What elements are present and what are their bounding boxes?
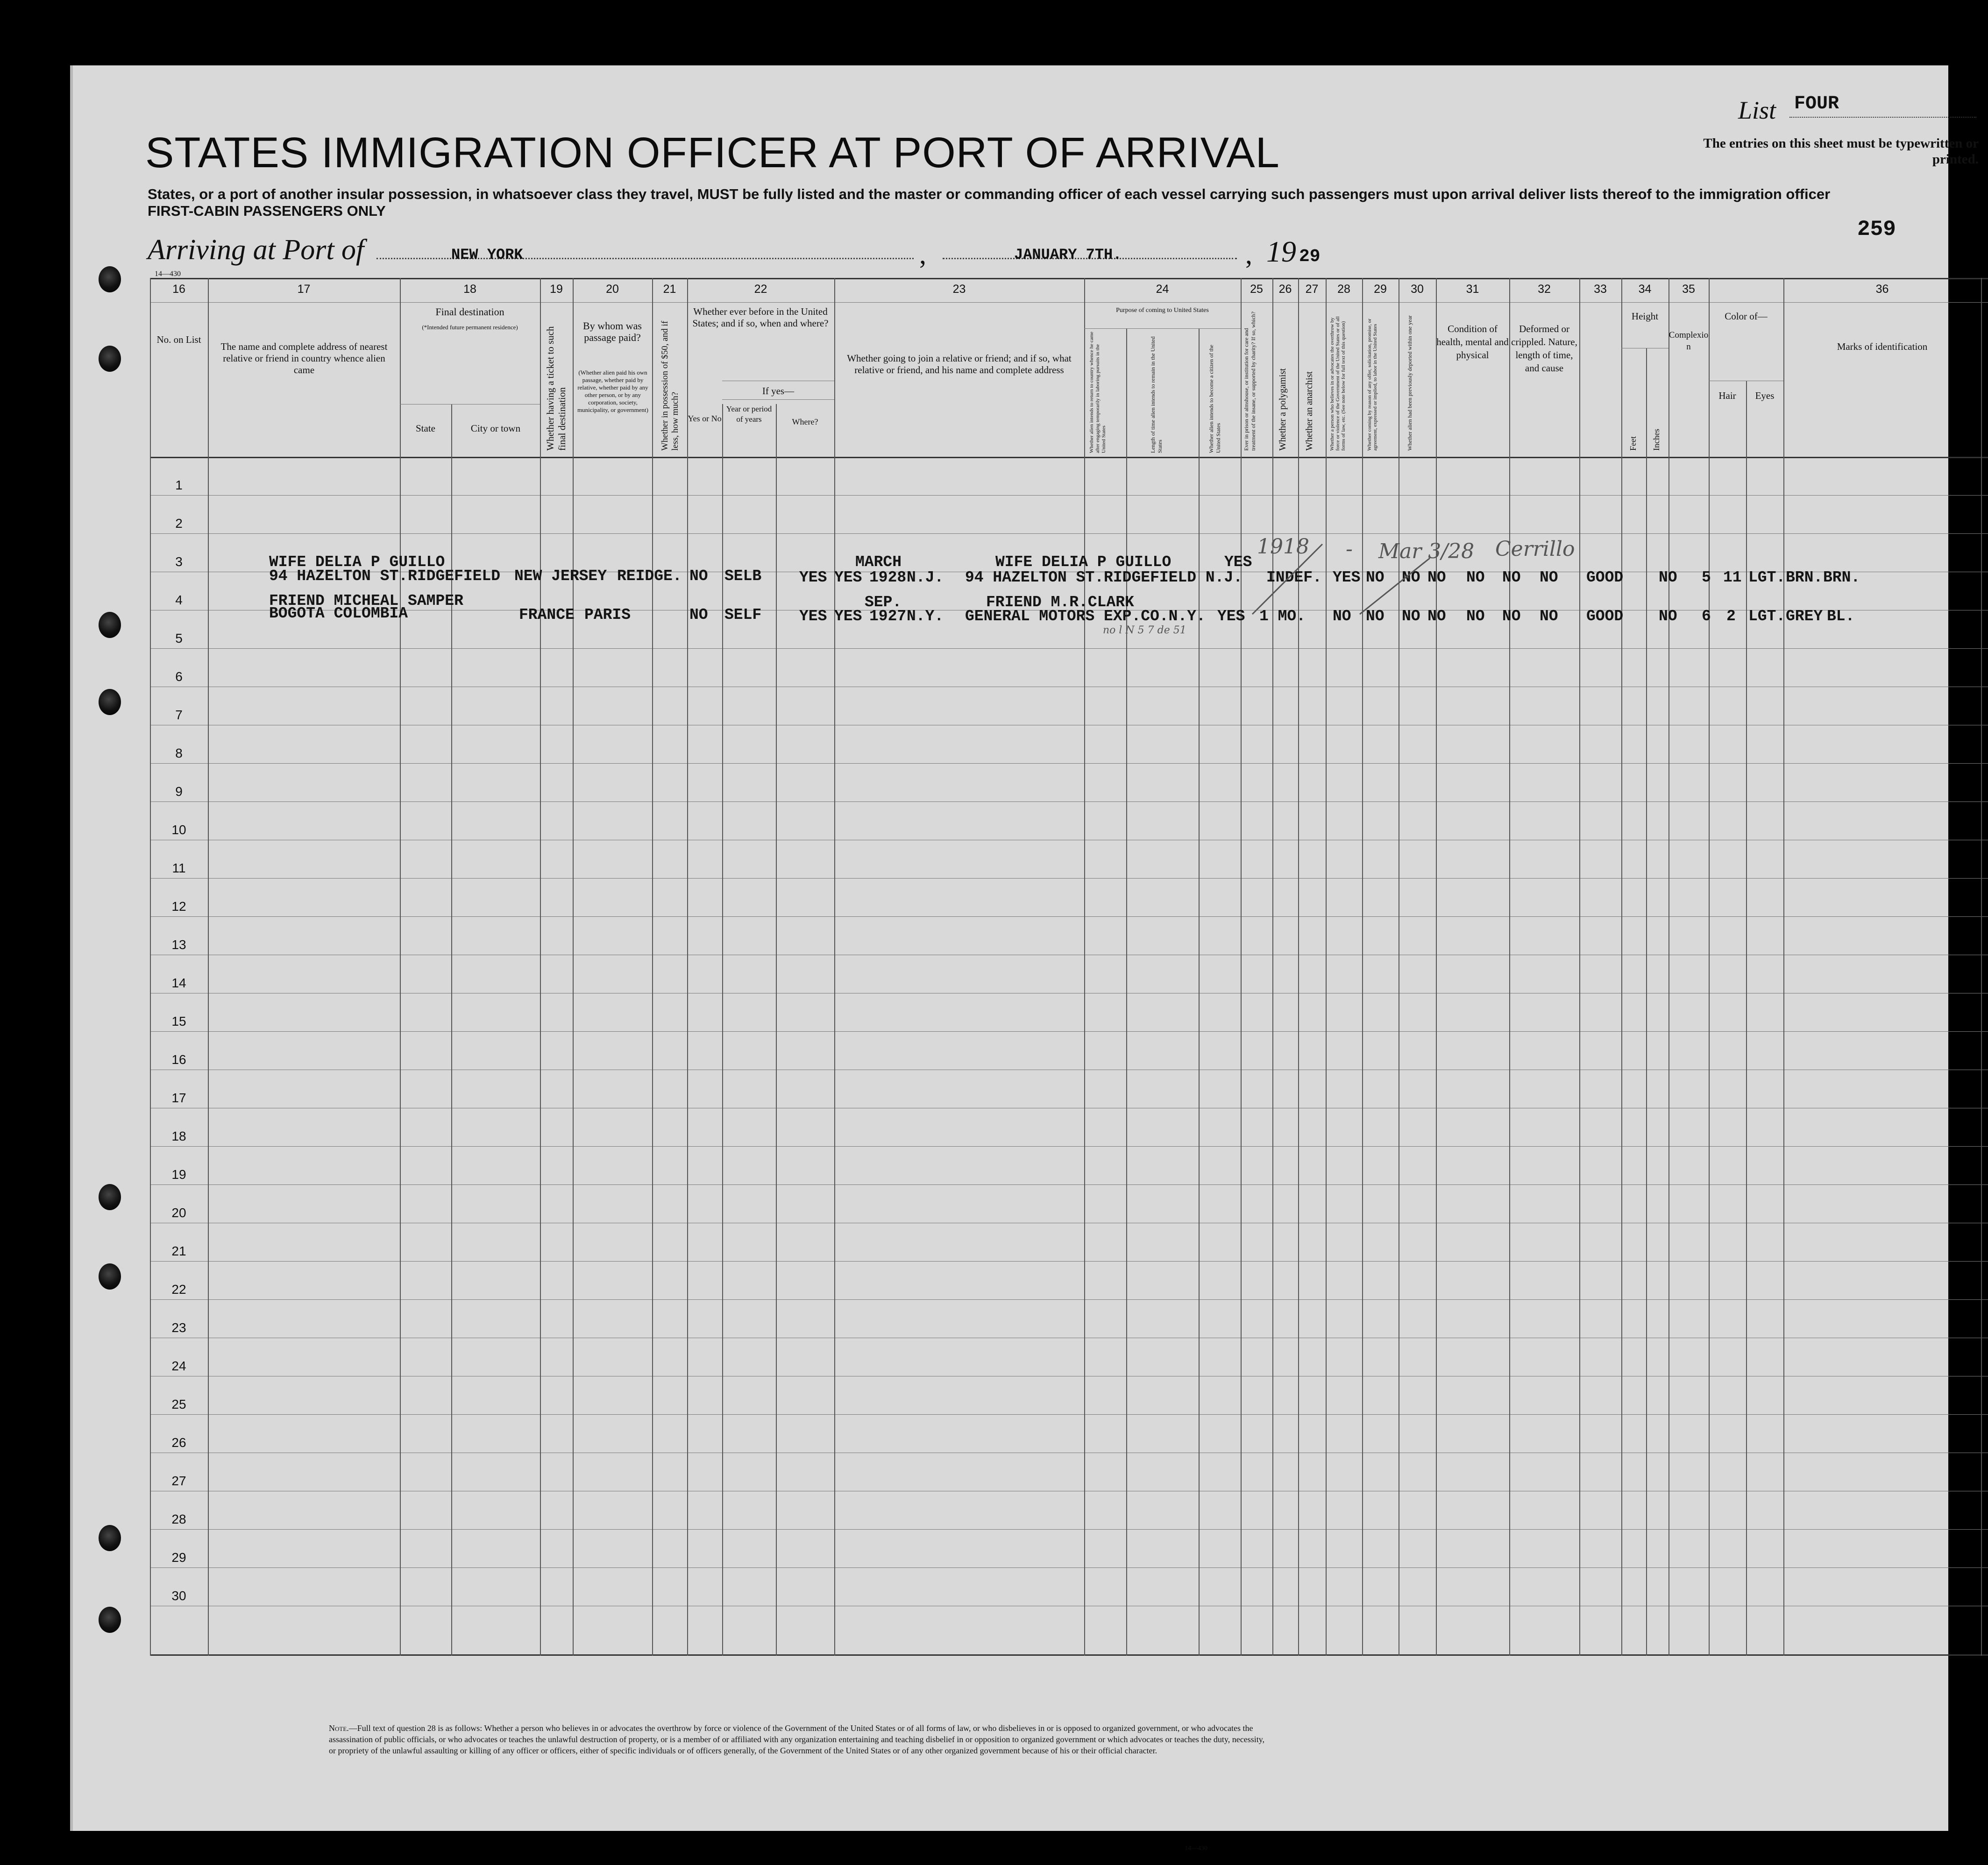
header-deformed: Deformed or crippled. Nature, length of time, and cause bbox=[1511, 323, 1577, 374]
header-city: City or town bbox=[470, 423, 521, 434]
column-number: 21 bbox=[663, 283, 676, 296]
header-where: Where? bbox=[792, 417, 818, 426]
column-number: 36 bbox=[1875, 283, 1889, 296]
header-polygamist: Whether a polygamist bbox=[1278, 368, 1288, 451]
header-ticket: Whether having a ticket to such final destination bbox=[545, 326, 568, 451]
header-before-in-us: Whether ever before in the United States; and if so, when and where? bbox=[692, 306, 829, 329]
row-number: 16 bbox=[171, 1052, 186, 1067]
binder-hole-icon bbox=[99, 346, 121, 372]
row-rule bbox=[150, 1031, 1988, 1032]
header-hair: Hair bbox=[1718, 390, 1736, 401]
entry-1-money: YES bbox=[799, 569, 827, 586]
entry-2-citizen: NO bbox=[1333, 608, 1351, 625]
page-title: STATES IMMIGRATION OFFICER AT PORT OF ARRIVAL bbox=[145, 129, 1280, 177]
header-prison: Ever in prison or almshouse, or institution for care and treatment of the insane, or supported by charity? If so, which? bbox=[1243, 312, 1257, 451]
row-number: 15 bbox=[171, 1014, 186, 1028]
entry-1-length-stay: INDEF. bbox=[1266, 569, 1322, 586]
footnote-lead: Note. bbox=[329, 1723, 349, 1733]
manifest-table bbox=[150, 278, 1988, 1657]
entry-2-before-month: SEP. bbox=[865, 594, 902, 611]
header-if-yes: If yes— bbox=[762, 385, 795, 397]
column-number: 16 bbox=[172, 283, 185, 296]
row-number: 17 bbox=[171, 1091, 186, 1105]
handwritten-dash: - bbox=[1346, 537, 1353, 561]
row-number: 12 bbox=[171, 899, 186, 914]
arrival-date: JANUARY 7TH. bbox=[1014, 246, 1122, 263]
entry-2-ticket: NO bbox=[689, 606, 708, 624]
column-number: 26 bbox=[1278, 283, 1292, 296]
column-number: 22 bbox=[754, 283, 767, 296]
table-rule bbox=[150, 278, 1988, 279]
handwritten-reference: no l N 5 7 de 51 bbox=[1103, 624, 1186, 636]
entry-2-prison: NO bbox=[1366, 608, 1384, 625]
entry-1-prison: NO bbox=[1366, 569, 1384, 586]
entry-2-health: GOOD bbox=[1586, 608, 1624, 625]
column-number: 32 bbox=[1538, 283, 1551, 296]
column-number: 30 bbox=[1411, 283, 1424, 296]
header-money: Whether in possession of $50, and if less, how much? bbox=[660, 320, 680, 451]
header-passage-paid: By whom was passage paid? bbox=[583, 320, 642, 343]
entry-2-before-year: 1927 bbox=[869, 608, 907, 625]
handwritten-strokes bbox=[1243, 539, 1439, 619]
column-number: 35 bbox=[1682, 283, 1695, 296]
row-rule bbox=[150, 1414, 1988, 1415]
manifest-sheet bbox=[70, 65, 1979, 1852]
row-number: 6 bbox=[175, 669, 183, 684]
binder-hole-icon bbox=[99, 266, 121, 292]
header-purpose: Purpose of coming to United States bbox=[1116, 307, 1209, 314]
entry-2-polygamist: NO bbox=[1402, 608, 1420, 625]
header-inches: Inches bbox=[1652, 429, 1661, 451]
form-number: 14—430 bbox=[155, 270, 181, 278]
form-number-bottom: 14—430 bbox=[1185, 1845, 1207, 1852]
row-number: 19 bbox=[171, 1167, 186, 1182]
header-complexion: Complexion bbox=[1668, 330, 1709, 352]
row-rule bbox=[150, 1567, 1988, 1568]
entry-1-join-name: WIFE DELIA P GUILLO bbox=[995, 553, 1172, 571]
entry-1-before-yesno: YES bbox=[834, 569, 862, 586]
footnote bbox=[329, 1723, 1268, 1756]
entry-2-deformed: NO bbox=[1659, 608, 1677, 625]
header-yes-no: Yes or No bbox=[688, 414, 722, 423]
column-number: 28 bbox=[1337, 283, 1350, 296]
row-number: 30 bbox=[171, 1588, 186, 1603]
row-rule bbox=[150, 648, 1988, 649]
entry-2-money: YES bbox=[799, 608, 827, 625]
header-join-relative: Whether going to join a relative or friend; and if so, what relative or friend, and his name and complete address bbox=[847, 353, 1072, 376]
row-number: 26 bbox=[171, 1435, 186, 1450]
binder-hole-icon bbox=[99, 1607, 121, 1633]
row-number: 29 bbox=[171, 1550, 186, 1565]
row-number: 18 bbox=[171, 1129, 186, 1143]
entry-1-ticket: NO bbox=[689, 567, 708, 585]
binder-hole-icon bbox=[99, 1525, 121, 1551]
handwritten-name: Cerrillo bbox=[1495, 537, 1575, 561]
entry-2-before-where: N.Y. bbox=[907, 608, 944, 625]
row-rule bbox=[150, 495, 1988, 496]
row-number: 4 bbox=[175, 593, 183, 607]
binder-hole-icon bbox=[99, 689, 121, 715]
entry-2-deported: NO bbox=[1540, 608, 1558, 625]
footnote-text: —Full text of question 28 is as follows: Whether a person who believes in or advocates the overthrow by force or violence of the Government of the United States or of all forms of law, or who disbelieves in or is opposed to organized government, or who advocates the assassination of public officials, or who advocates or teaches the unlawful destruction of property, or is a member of or affiliated with any organization entertaining and teaching disbelief in or opposition to organized government or which advocates or teaches the duty, necessity, or propriety of the unlawful assaulting or killing of any officer or officers, either of specific individuals or of officers generally, of the Government of the United States or of any other organized government because of his or their official character. bbox=[329, 1723, 1265, 1755]
header-deported: Whether alien had been previously deported within one year bbox=[1406, 315, 1413, 451]
header-color-of: Color of— bbox=[1725, 311, 1768, 322]
row-rule bbox=[150, 1146, 1988, 1147]
entry-2-feet: 6 bbox=[1702, 608, 1711, 625]
separator: , bbox=[1245, 239, 1252, 269]
entry-1-before-year: 1928 bbox=[869, 569, 907, 586]
header-labor-offer: Whether coming by reason of any offer, solicitation, promise, or agreement, expressed or implied, to labor in the United States bbox=[1367, 319, 1378, 451]
entry-2-eyes: BL. bbox=[1827, 608, 1855, 625]
row-number: 7 bbox=[175, 708, 183, 722]
passenger-class-line: FIRST-CABIN PASSENGERS ONLY bbox=[148, 203, 386, 219]
entry-1-paid-by: SELB bbox=[724, 567, 762, 585]
entry-2-state: FRANCE bbox=[519, 606, 575, 624]
header-eyes: Eyes bbox=[1755, 390, 1775, 401]
entry-2-before-yesno: YES bbox=[834, 608, 862, 625]
row-rule bbox=[150, 1299, 1988, 1300]
row-rule bbox=[150, 878, 1988, 879]
handwritten-date: Mar 3/28 bbox=[1378, 539, 1475, 563]
row-number: 20 bbox=[171, 1206, 186, 1220]
arriving-label: Arriving at Port of bbox=[148, 234, 364, 266]
row-number: 10 bbox=[171, 823, 186, 837]
entry-2-paid-by: SELF bbox=[724, 606, 762, 624]
entry-1-deformed: NO bbox=[1659, 569, 1677, 586]
row-number: 22 bbox=[171, 1282, 186, 1297]
separator: , bbox=[919, 239, 926, 269]
row-number: 2 bbox=[175, 516, 183, 531]
column-number: 19 bbox=[550, 283, 563, 296]
column-number: 23 bbox=[952, 283, 966, 296]
entry-1-inches: 11 bbox=[1723, 569, 1742, 586]
row-rule bbox=[150, 533, 1988, 534]
row-rule bbox=[150, 916, 1988, 917]
column-number: 27 bbox=[1305, 283, 1319, 296]
entry-2-inches: 2 bbox=[1726, 608, 1736, 625]
entry-2-labor-offer: NO bbox=[1502, 608, 1521, 625]
column-number: 25 bbox=[1250, 283, 1263, 296]
entry-2-complexion: LGT. bbox=[1748, 608, 1786, 625]
header-state: State bbox=[416, 423, 435, 434]
typewriter-note: The entries on this sheet must be typewritten or printed. bbox=[1703, 136, 1979, 167]
entry-1-relative-name: WIFE DELIA P GUILLO bbox=[269, 553, 445, 571]
header-final-destination: Final destination bbox=[435, 306, 504, 318]
table-rule bbox=[150, 457, 1988, 458]
handwritten-year: 1918 bbox=[1257, 535, 1309, 559]
row-number: 5 bbox=[175, 631, 183, 645]
table-rule bbox=[150, 302, 1988, 303]
row-number: 13 bbox=[171, 937, 186, 952]
entry-2-length-stay: 1 MO. bbox=[1259, 608, 1306, 625]
header-no-on-list: No. on List bbox=[156, 334, 201, 345]
binder-hole-icon bbox=[99, 612, 121, 638]
column-number: 24 bbox=[1156, 283, 1169, 296]
entry-1-eyes: BRN. bbox=[1823, 569, 1860, 586]
year-prefix: 19 bbox=[1266, 235, 1296, 268]
entry-1-complexion: LGT. bbox=[1748, 569, 1786, 586]
row-rule bbox=[150, 801, 1988, 802]
list-underline bbox=[1789, 117, 1976, 118]
entry-2-join-address: GENERAL MOTORS EXP.CO.N.Y. bbox=[965, 608, 1206, 625]
column-number: 20 bbox=[606, 283, 619, 296]
entry-1-relative-address: 94 HAZELTON ST.RIDGEFIELD bbox=[269, 567, 501, 585]
entry-1-join-address: 94 HAZELTON ST.RIDGEFIELD N.J. bbox=[965, 569, 1243, 586]
row-rule bbox=[150, 1529, 1988, 1530]
entry-1-labor-offer: NO bbox=[1502, 569, 1521, 586]
header-year: Year or period of years bbox=[726, 404, 772, 424]
entry-1-city: REIDGE. bbox=[617, 567, 682, 585]
row-number: 11 bbox=[172, 861, 186, 875]
entry-1-overthrow: NO bbox=[1466, 569, 1485, 586]
column-number: 18 bbox=[463, 283, 476, 296]
entry-1-health: GOOD bbox=[1586, 569, 1624, 586]
instructions-line: States, or a port of another insular possession, in whatsoever class they travel, MUST be fully listed and the master or commanding officer of each vessel carrying such passengers must upon arrival deliver lists thereof to the immigration officer bbox=[148, 186, 1831, 202]
header-anarchist: Whether an anarchist bbox=[1304, 371, 1314, 451]
column-number: 31 bbox=[1466, 283, 1479, 296]
row-number: 3 bbox=[175, 554, 183, 569]
entry-1-anarchist: NO bbox=[1427, 569, 1446, 586]
entry-1-hair: BRN. bbox=[1786, 569, 1823, 586]
header-length-stay: Length of time alien intends to remain in the United States bbox=[1150, 336, 1163, 453]
binder-hole-icon bbox=[99, 1184, 121, 1210]
row-rule bbox=[150, 763, 1988, 764]
list-number: FOUR bbox=[1794, 93, 1839, 114]
header-health: Condition of health, mental and physical bbox=[1436, 323, 1509, 361]
entry-2-return-intent: YES bbox=[1217, 608, 1245, 625]
binder-hole-icon bbox=[99, 1263, 121, 1290]
entry-1-before-where: N.J. bbox=[907, 569, 944, 586]
port-of-arrival: NEW YORK bbox=[451, 246, 523, 263]
column-number: 33 bbox=[1594, 283, 1607, 296]
row-rule bbox=[150, 1261, 1988, 1262]
entry-2-anarchist: NO bbox=[1427, 608, 1446, 625]
entry-2-relative-name: FRIEND MICHEAL SAMPER bbox=[269, 592, 463, 610]
row-number: 23 bbox=[171, 1320, 186, 1335]
entry-1-citizen: YES bbox=[1333, 569, 1361, 586]
header-final-destination-note: (*Intended future permanent residence) bbox=[422, 324, 518, 331]
entry-2-overthrow: NO bbox=[1466, 608, 1485, 625]
row-number: 28 bbox=[171, 1512, 186, 1526]
entry-1-polygamist: NO bbox=[1402, 569, 1420, 586]
entry-2-city: PARIS bbox=[584, 606, 631, 624]
header-marks: Marks of identification bbox=[1837, 341, 1928, 352]
header-citizen: Whether alien intends to become a citizen of the United States bbox=[1208, 345, 1221, 453]
row-rule bbox=[150, 1184, 1988, 1185]
year-suffix: 29 bbox=[1299, 247, 1321, 267]
row-number: 9 bbox=[175, 784, 183, 799]
row-number: 8 bbox=[175, 746, 183, 760]
header-return-intent: Whether alien intends to return to country whence he came after engaging temporarily in laboring pursuits in the United States bbox=[1089, 332, 1107, 453]
list-label: List bbox=[1738, 96, 1776, 124]
entry-1-before-month: MARCH bbox=[855, 553, 902, 571]
header-relative-address: The name and complete address of nearest relative or friend in country whence alien came bbox=[220, 341, 388, 376]
entry-2-hair: GREY bbox=[1786, 608, 1823, 625]
entry-1-feet: 5 bbox=[1702, 569, 1711, 586]
header-passage-paid-note: (Whether alien paid his own passage, whether paid by relative, whether paid by any other person, or by any corporation, society, municipality, or government) bbox=[577, 369, 648, 413]
row-number: 25 bbox=[171, 1397, 186, 1411]
column-number: 29 bbox=[1374, 283, 1387, 296]
column-number: 34 bbox=[1638, 283, 1652, 296]
entry-1-deported: NO bbox=[1540, 569, 1558, 586]
row-number: 27 bbox=[171, 1474, 186, 1488]
row-number: 1 bbox=[175, 478, 183, 492]
entry-2-join-name: FRIEND M.R.CLARK bbox=[986, 594, 1134, 611]
header-overthrow: Whether a person who believes in or advocates the overthrow by force or violence of the Government of the United States or of all forms of law, etc. (See note below for full text of this question) bbox=[1329, 316, 1346, 451]
entry-1-return-intent: YES bbox=[1224, 553, 1252, 571]
column-number: 17 bbox=[297, 283, 311, 296]
header-feet: Feet bbox=[1628, 436, 1638, 451]
row-number: 21 bbox=[171, 1244, 186, 1258]
entry-1-state: NEW JERSEY bbox=[514, 567, 607, 585]
page-number: 259 bbox=[1857, 217, 1896, 241]
table-rule bbox=[150, 1654, 1988, 1656]
header-height: Height bbox=[1631, 311, 1659, 322]
entry-2-relative-address: BOGOTA COLOMBIA bbox=[269, 605, 408, 622]
row-number: 24 bbox=[171, 1359, 186, 1373]
row-number: 14 bbox=[171, 976, 186, 990]
